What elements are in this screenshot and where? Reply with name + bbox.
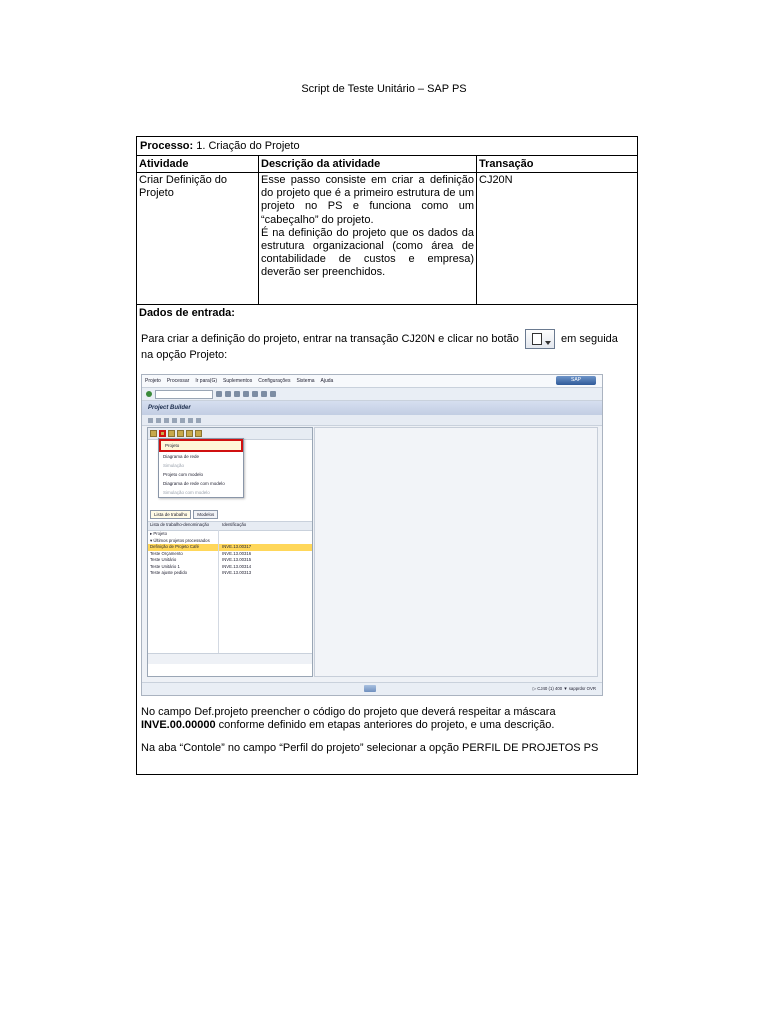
app-tool-icon — [188, 418, 193, 423]
menu-item-simulacao: Simulação — [163, 463, 185, 468]
sap-menu-item: Sistema — [296, 378, 315, 384]
sap-menu-item: Suplementos — [223, 378, 253, 384]
sap-menubar — [142, 375, 602, 388]
back-icon — [225, 391, 231, 397]
mask-value: INVE.00.00000 — [141, 719, 216, 731]
tree-header-id: Identificação — [222, 522, 247, 527]
tree-row-name: Teste Unitário 1 — [150, 563, 180, 569]
detail-icon — [195, 430, 202, 437]
menu-item-diagrama-modelo: Diagrama de rede com modelo — [163, 481, 225, 486]
app-tool-icon — [172, 418, 177, 423]
cancel-icon — [243, 391, 249, 397]
entry-instruction — [139, 329, 635, 362]
horizontal-scrollbar — [148, 653, 312, 664]
tree-row-name: ▾ Últimos projetos processados — [150, 537, 210, 543]
tree-row-name: Teste ajuste pedido — [150, 570, 188, 575]
sap-left-panel — [147, 427, 313, 677]
sap-status-bar — [142, 682, 602, 695]
header-description: Descrição da atividade — [259, 156, 477, 172]
mask-text-suffix: conforme definido em etapas anteriores do projeto, e uma descrição. — [215, 719, 555, 731]
tree-row-id: INVE.13.00316 — [222, 550, 252, 556]
activity-description-part-1: Esse passo consiste em criar a definição do projeto que é a primeiro estrutura de um projeto no PS e funciona como um “cabeçalho” do projeto. — [261, 174, 474, 226]
sap-logo: SAP — [556, 376, 596, 385]
tree-row-id: INVE.13.00317 — [222, 544, 252, 549]
process-value: 1. Criação do Projeto — [193, 140, 300, 152]
entry-data-row — [137, 305, 637, 774]
process-row — [137, 137, 637, 156]
tab-templates: Modelos — [193, 510, 218, 519]
command-field — [155, 390, 213, 399]
menu-item-diagrama: Diagrama de rede — [163, 454, 200, 459]
create-dropdown-menu — [158, 438, 244, 498]
delete-icon — [186, 430, 193, 437]
help-icon — [270, 391, 276, 397]
tree-body — [148, 531, 312, 577]
exit-icon — [234, 391, 240, 397]
tree-header-name: Lista de trabalho-denominação — [150, 522, 210, 527]
sap-system-toolbar — [142, 388, 602, 401]
app-tool-icon — [148, 418, 153, 423]
create-document-icon — [525, 329, 555, 349]
sap-menu-item: Ajuda — [320, 378, 334, 384]
app-tool-icon — [164, 418, 169, 423]
mask-text-prefix: No campo Def.projeto preencher o código do projeto que deverá respeitar a máscara — [141, 706, 556, 718]
menu-item-simulacao-modelo: Simulação com modelo — [163, 490, 210, 495]
entry-data-title: Dados de entrada: — [139, 307, 235, 319]
find-icon — [261, 391, 267, 397]
sap-menu-item: Ir para(G) — [195, 378, 218, 384]
enter-icon — [146, 391, 152, 397]
app-tool-icon — [156, 418, 161, 423]
tree-row-name: Teste Orçamento — [150, 550, 183, 556]
sap-application-toolbar — [142, 415, 602, 426]
activity-row — [137, 173, 637, 305]
entry-instruction-text-2: em seguida na opção Projeto: — [141, 332, 618, 361]
tree-row-name: ▸ Projeto — [150, 531, 167, 536]
sap-menu-item: Processar — [166, 378, 190, 384]
tab-worklist: Lista de trabalho — [150, 510, 191, 519]
paragraph-control: Na aba “Contole” no campo “Perfil do projeto” selecionar a opção PERFIL DE PROJETOS PS — [141, 742, 599, 754]
tree-row-id: INVE.13.00315 — [222, 557, 252, 562]
create-icon — [159, 430, 166, 437]
document-title: Script de Teste Unitário – SAP PS — [301, 83, 467, 95]
sap-title: Project Builder — [142, 401, 602, 415]
paragraph-mask — [139, 706, 635, 732]
tree-row[interactable] — [148, 570, 312, 577]
tree-row-id: INVE.13.00314 — [222, 563, 252, 569]
process-label: Processo: — [140, 140, 194, 152]
entry-instruction-text: Para criar a definição do projeto, entrar na transação CJ20N e clicar no botão — [141, 332, 519, 345]
activity-description-part-2: É na definição do projeto que os dados da estrutura organizacional (como área de contabilidade de custos e empresa) deverão ser preenchidos. — [261, 226, 474, 279]
save-icon — [216, 391, 222, 397]
print-icon — [252, 391, 258, 397]
status-system-info: ▷ CJ40 (1) 400 ▼ sapprdsr OVR — [532, 686, 596, 691]
worklist-tree — [148, 521, 312, 664]
activity-transaction: CJ20N — [479, 174, 513, 186]
table-header-row — [137, 156, 637, 173]
sap-right-panel — [314, 427, 598, 677]
tree-row-id: INVE.13.00313 — [222, 570, 252, 575]
header-transaction: Transação — [479, 158, 534, 170]
worklist-tabs — [148, 510, 218, 519]
folder-icon — [150, 430, 157, 437]
menu-item-projeto: Projeto — [159, 439, 243, 452]
sap-menu-item: Configurações — [258, 378, 291, 384]
entry-data-section — [137, 305, 637, 774]
tree-header — [148, 522, 312, 531]
header-activity: Atividade — [137, 156, 259, 172]
sap-screenshot — [141, 374, 603, 696]
tree-row-name: Teste Unitário — [150, 557, 177, 562]
copy-icon — [177, 430, 184, 437]
test-script-table — [136, 136, 638, 775]
status-logo-icon — [364, 685, 376, 692]
sap-menu-item: Projeto — [145, 378, 161, 384]
tree-row-name: Definição de Projeto Café — [150, 544, 199, 549]
activity-name: Criar Definição do Projeto — [137, 173, 259, 304]
app-tool-icon — [180, 418, 185, 423]
open-icon — [168, 430, 175, 437]
activity-description — [259, 173, 477, 304]
menu-item-projeto-modelo: Projeto com modelo — [163, 472, 204, 477]
app-tool-icon — [196, 418, 201, 423]
